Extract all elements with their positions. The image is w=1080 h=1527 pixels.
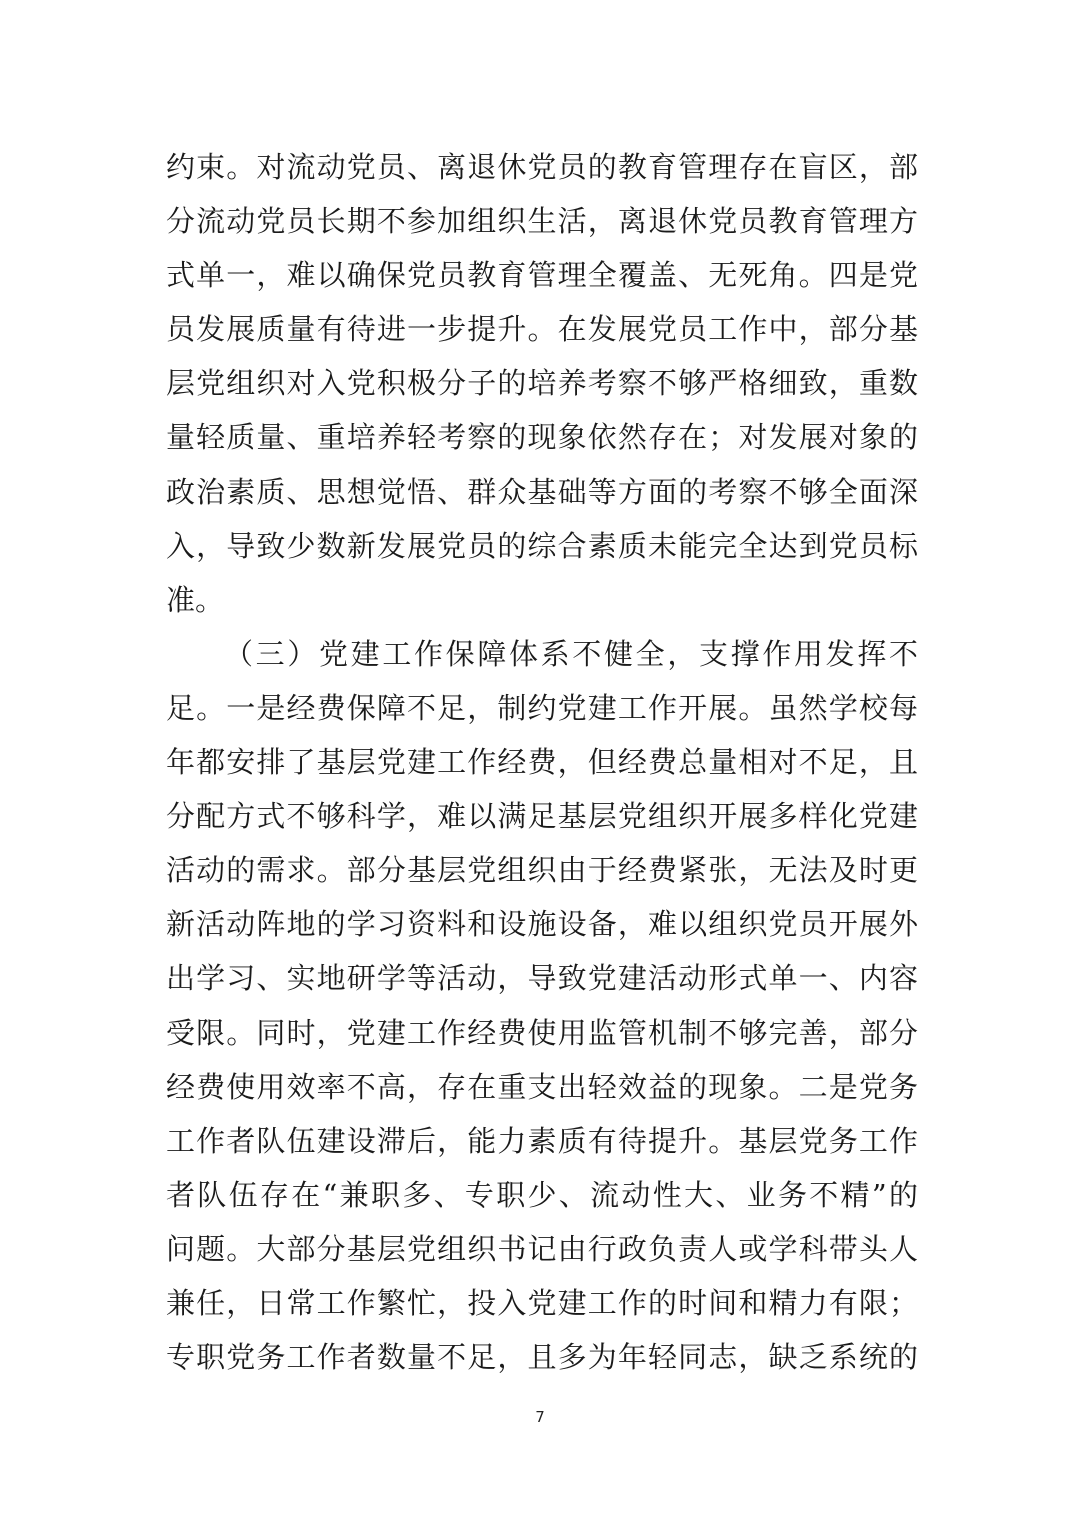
paragraph-2-line-10: 工作者队伍建设滞后，能力素质有待提升。基层党务工作 xyxy=(166,1123,918,1158)
paragraph-2-line-4: 分配方式不够科学，难以满足基层党组织开展多样化党建 xyxy=(166,799,918,834)
body-text xyxy=(166,140,918,1384)
paragraph-2-line-12: 问题。大部分基层党组织书记由行政负责人或学科带头人 xyxy=(166,1231,918,1266)
paragraph-1-line-2: 分流动党员长期不参加组织生活，离退休党员教育管理方 xyxy=(166,204,918,239)
paragraph-1-line-5: 层党组织对入党积极分子的培养考察不够严格细致，重数 xyxy=(166,366,918,401)
paragraph-1-line-9: 准。 xyxy=(166,582,225,617)
paragraph-2-line-14: 专职党务工作者数量不足，且多为年轻同志，缺乏系统的 xyxy=(166,1340,918,1375)
paragraph-2-line-7: 出学习、实地研学等活动，导致党建活动形式单一、内容 xyxy=(166,961,918,996)
paragraph-1-line-7: 政治素质、思想觉悟、群众基础等方面的考察不够全面深 xyxy=(166,474,918,509)
paragraph-2-line-6: 新活动阵地的学习资料和设施设备，难以组织党员开展外 xyxy=(166,907,918,942)
paragraph-1-line-1: 约束。对流动党员、离退休党员的教育管理存在盲区，部 xyxy=(166,150,918,184)
paragraph-2-line-9: 经费使用效率不高，存在重支出轻效益的现象。二是党务 xyxy=(166,1069,918,1104)
paragraph-2-line-3: 年都安排了基层党建工作经费，但经费总量相对不足，且 xyxy=(166,745,918,780)
paragraph-1-line-6: 量轻质量、重培养轻考察的现象依然存在；对发展对象的 xyxy=(166,420,918,455)
paragraph-1-line-3: 式单一，难以确保党员教育管理全覆盖、无死角。四是党 xyxy=(166,258,918,293)
paragraph-2-line-1: （三）党建工作保障体系不健全，支撑作用发挥不 xyxy=(224,636,918,671)
paragraph-1-line-4: 员发展质量有待进一步提升。在发展党员工作中，部分基 xyxy=(166,312,918,347)
paragraph-2-line-5: 活动的需求。部分基层党组织由于经费紧张，无法及时更 xyxy=(166,853,918,888)
paragraph-2-line-2: 足。一是经费保障不足，制约党建工作开展。虽然学校每 xyxy=(166,690,918,725)
paragraph-1-line-8: 入，导致少数新发展党员的综合素质未能完全达到党员标 xyxy=(166,528,918,563)
paragraph-2-line-8: 受限。同时，党建工作经费使用监管机制不够完善，部分 xyxy=(166,1015,918,1050)
paragraph-2-line-11: 者队伍存在“兼职多、专职少、流动性大、业务不精”的 xyxy=(166,1177,918,1212)
paragraph-2-line-13: 兼任，日常工作繁忙，投入党建工作的时间和精力有限； xyxy=(166,1285,918,1320)
page-number: 7 xyxy=(535,1408,545,1426)
